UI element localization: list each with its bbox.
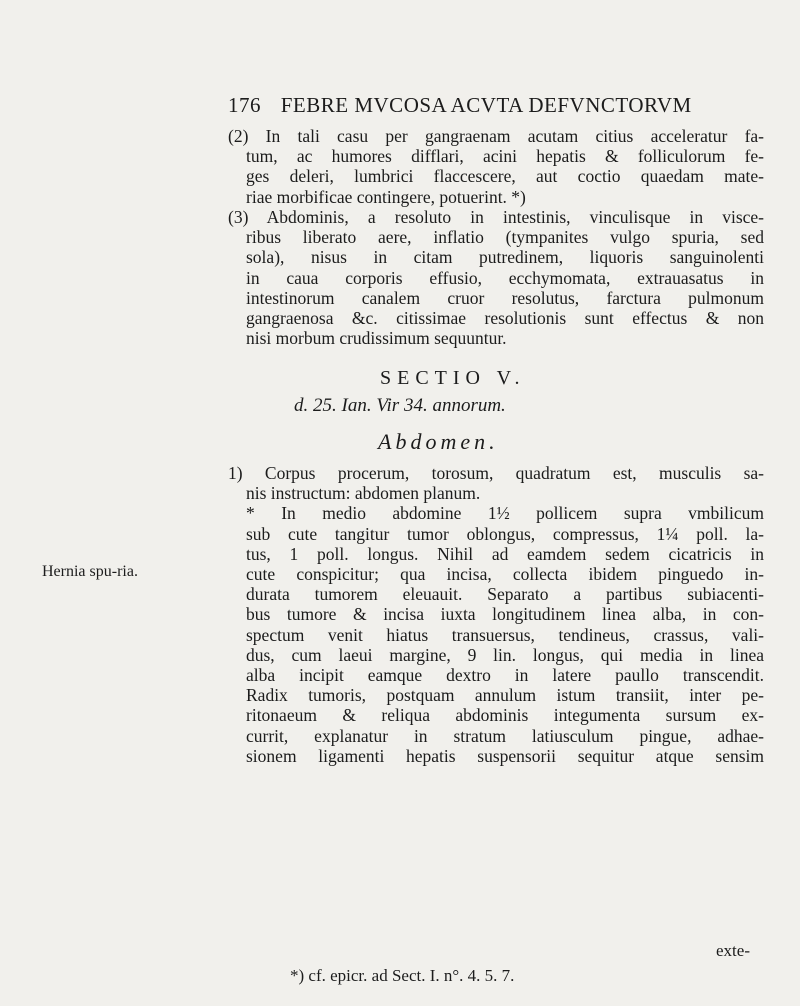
text-line: dus, cum laeui margine, 9 lin. longus, qui media in linea — [246, 644, 764, 665]
text-line: riae morbificae contingere, potuerint. *) — [246, 186, 526, 207]
text-line: alba incipit eamque dextro in latere paullo transcendit. — [246, 665, 764, 686]
text-line: nis instructum: abdomen planum. — [246, 483, 481, 504]
text-line: Radix tumoris, postquam annulum istum transiit, inter pe- — [246, 685, 764, 706]
main-paragraph — [228, 463, 764, 766]
text-line: tus, 1 poll. longus. Nihil ad eamdem sedem cicatricis in — [246, 543, 764, 564]
paragraph-3 — [228, 207, 764, 348]
running-title: FEBRE MVCOSA ACVTA DEFVNCTORVM — [280, 93, 692, 117]
subheading: Abdomen. — [378, 429, 499, 454]
text-line: in caua corporis effusio, ecchymomata, extrauasatus in — [246, 267, 764, 288]
section-heading: SECTIO V. — [380, 367, 526, 389]
margin-note: Hernia spu-ria. — [42, 563, 138, 580]
running-header — [228, 93, 692, 118]
text-line: cute conspicitur; qua incisa, collecta ibidem pinguedo in- — [246, 564, 764, 585]
text-line: currit, explanatur in stratum latiusculum pingue, adhae- — [246, 725, 764, 746]
text-line: sub cute tangitur tumor oblongus, compressus, 1¼ poll. la- — [246, 523, 764, 544]
text-line: ritonaeum & reliqua abdominis integumenta sursum ex- — [246, 705, 764, 726]
text-line: intestinorum canalem cruor resolutus, farctura pulmonum — [246, 287, 764, 308]
footnote: *) cf. epicr. ad Sect. I. n°. 4. 5. 7. — [290, 966, 515, 985]
text-line: (2) In tali casu per gangraenam acutam citius acceleratur fa- — [228, 126, 764, 146]
text-line: tum, ac humores difflari, acini hepatis & folliculorum fe- — [246, 146, 764, 167]
text-line: gangraenosa &c. citissimae resolutionis sunt effectus & non — [246, 308, 764, 329]
case-date-line: d. 25. Ian. Vir 34. annorum. — [294, 395, 506, 416]
text-line: (3) Abdominis, a resoluto in intestinis, vinculisque in visce- — [228, 207, 764, 227]
text-line: spectum venit hiatus transuersus, tendineus, crassus, vali- — [246, 624, 764, 645]
text-line: nisi morbum crudissimum sequuntur. — [246, 328, 507, 349]
text-line: bus tumore & incisa iuxta longitudinem linea alba, in con- — [246, 604, 764, 625]
paragraph-2 — [228, 126, 764, 207]
text-line: ribus liberato aere, inflatio (tympanites vulgo spuria, sed — [246, 227, 764, 248]
text-line: * In medio abdomine 1½ pollicem supra vmbilicum — [246, 503, 764, 524]
text-line: sola), nisus in citam putredinem, liquoris sanguinolenti — [246, 247, 764, 268]
text-line: 1) Corpus procerum, torosum, quadratum est, musculis sa- — [228, 463, 764, 483]
text-line: ges deleri, lumbrici flaccescere, aut coctio quaedam mate- — [246, 166, 764, 187]
text-line: durata tumorem eleuauit. Separato a partibus subiacenti- — [246, 584, 764, 605]
text-line: sionem ligamenti hepatis suspensorii sequitur atque sensim — [246, 745, 764, 766]
catchword: exte- — [716, 941, 750, 960]
page-number: 176 — [228, 93, 261, 117]
